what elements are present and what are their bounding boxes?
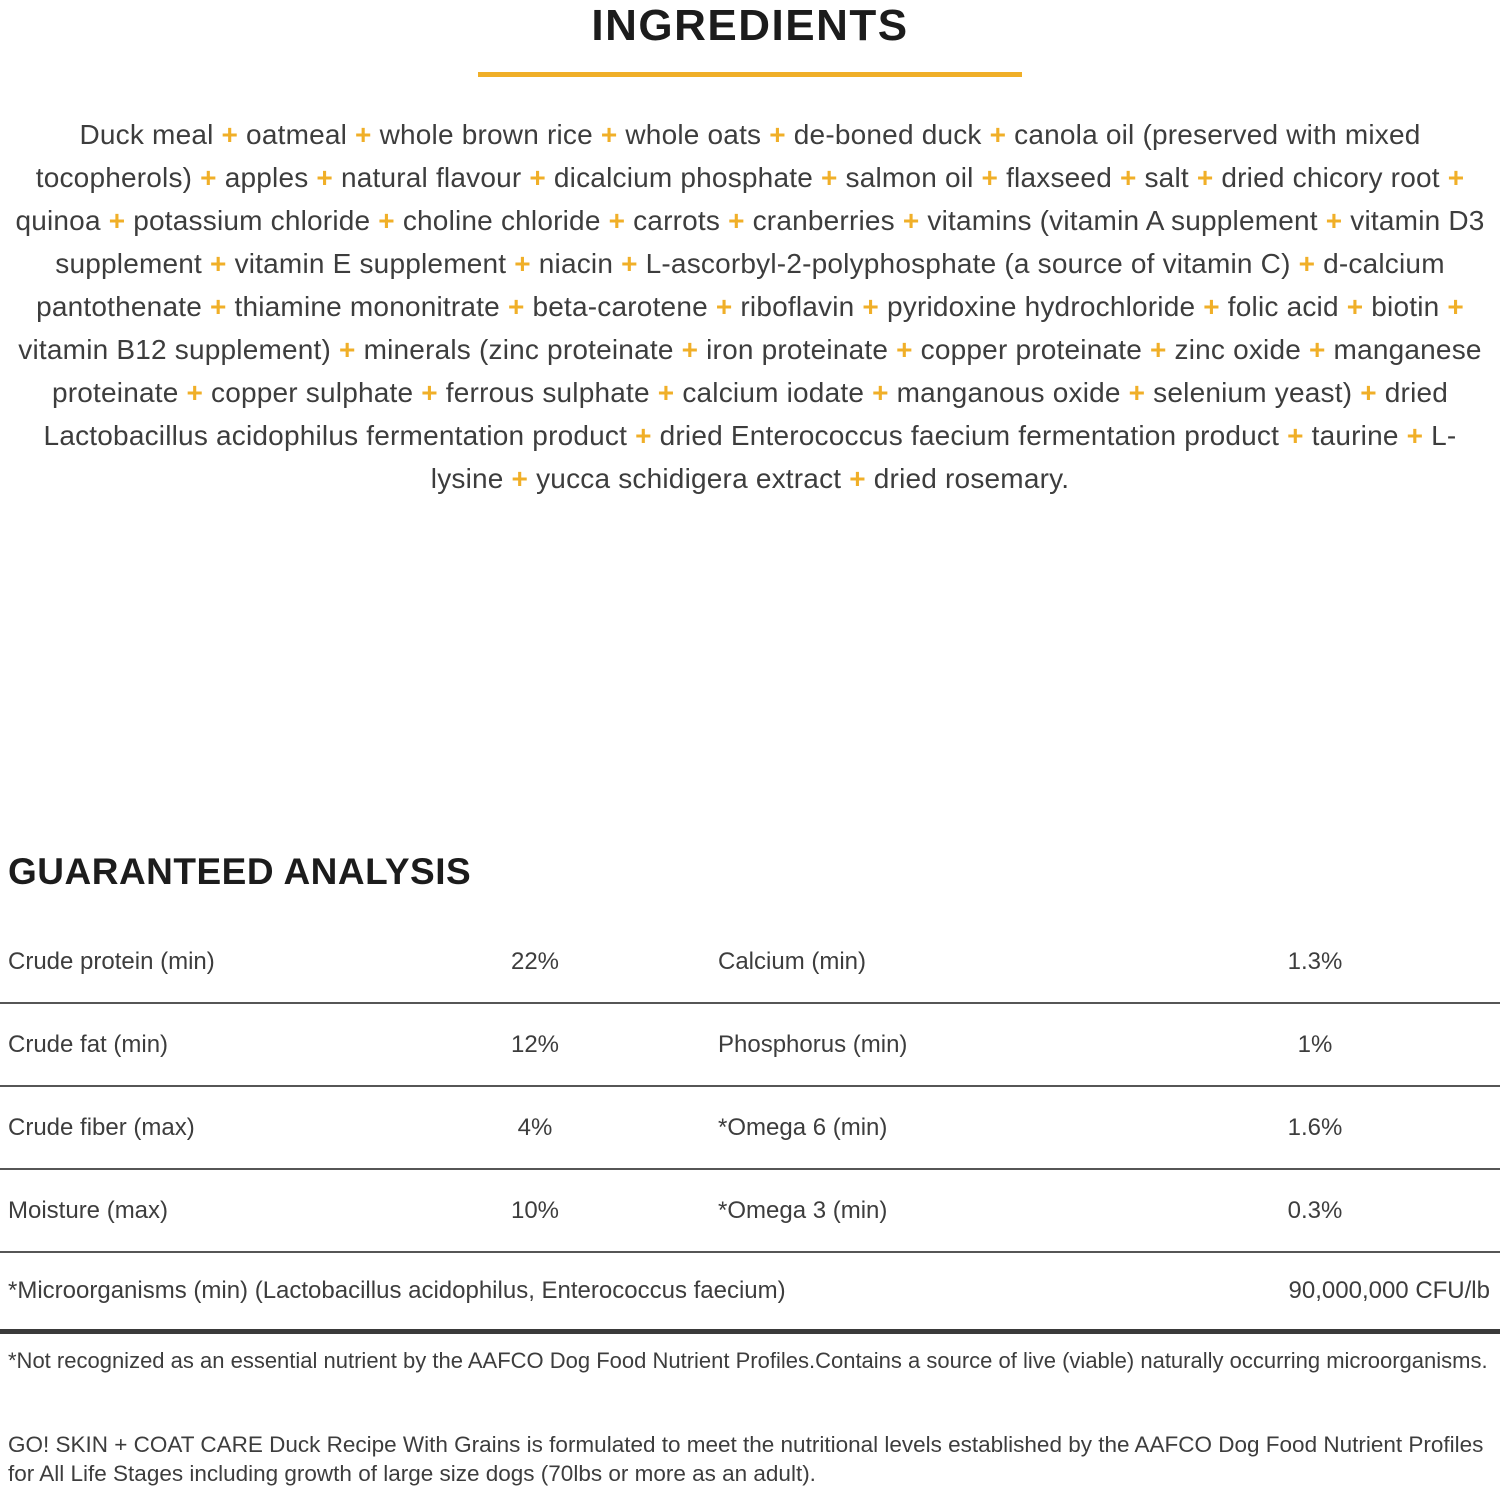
ingredient-item: taurine bbox=[1311, 420, 1399, 451]
ingredient-item: biotin bbox=[1371, 291, 1440, 322]
plus-separator: + bbox=[854, 291, 887, 322]
analysis-row-label: Moisture (max) bbox=[8, 1196, 169, 1224]
ingredient-item: beta-carotene bbox=[532, 291, 708, 322]
ingredient-item: yucca schidigera extract bbox=[536, 463, 842, 494]
ingredient-item: zinc oxide bbox=[1174, 334, 1302, 365]
ingredient-item: de-boned duck bbox=[793, 119, 982, 150]
plus-separator: + bbox=[600, 205, 634, 236]
analysis-row-value: 1.6% bbox=[1287, 1113, 1343, 1141]
plus-separator: + bbox=[1398, 420, 1432, 451]
ingredient-item: copper proteinate bbox=[920, 334, 1142, 365]
plus-separator: + bbox=[499, 291, 533, 322]
ingredient-item: folic acid bbox=[1227, 291, 1339, 322]
ingredient-item: minerals (zinc proteinate bbox=[363, 334, 674, 365]
plus-separator: + bbox=[331, 334, 364, 365]
ingredient-item: calcium iodate bbox=[682, 377, 865, 408]
analysis-row-value: 4% bbox=[517, 1113, 553, 1141]
ingredients-section bbox=[0, 0, 1500, 500]
ingredient-item: L-lysine bbox=[430, 420, 1457, 494]
formulation-statement: GO! SKIN + COAT CARE Duck Recipe With Grains is formulated to meet the nutritional levels established by the AAFCO Dog Food Nutrient Profiles for All Life Stages including growth of large size dogs (70lbs or more as an adult). bbox=[8, 1432, 1484, 1486]
plus-separator: + bbox=[627, 420, 660, 451]
plus-separator: + bbox=[1352, 377, 1385, 408]
ingredients-list bbox=[0, 113, 1500, 500]
plus-separator: + bbox=[888, 334, 921, 365]
analysis-row-value: 0.3% bbox=[1287, 1196, 1343, 1224]
ingredient-item: oatmeal bbox=[246, 119, 348, 150]
plus-separator: + bbox=[1188, 162, 1222, 193]
analysis-row bbox=[0, 1170, 1500, 1253]
ingredient-item: iron proteinate bbox=[706, 334, 889, 365]
microorganisms-row bbox=[0, 1253, 1500, 1329]
ingredient-item: salmon oil bbox=[845, 162, 974, 193]
ingredient-item: cranberries bbox=[752, 205, 895, 236]
analysis-row-label: Crude fat (min) bbox=[8, 1030, 169, 1058]
analysis-row-value: 12% bbox=[510, 1030, 560, 1058]
plus-separator: + bbox=[673, 334, 707, 365]
analysis-row-value: 10% bbox=[510, 1196, 560, 1224]
plus-separator: + bbox=[1111, 162, 1145, 193]
ingredient-item: quinoa bbox=[15, 205, 101, 236]
plus-separator: + bbox=[347, 119, 380, 150]
plus-separator: + bbox=[100, 205, 134, 236]
ingredient-item: thiamine mononitrate bbox=[234, 291, 500, 322]
plus-separator: + bbox=[761, 119, 794, 150]
ingredient-item: natural flavour bbox=[340, 162, 522, 193]
ingredient-item: vitamin E supplement bbox=[234, 248, 507, 279]
analysis-row-label: Calcium (min) bbox=[718, 947, 867, 975]
ingredient-item: dried Lactobacillus acidophilus fermentation product bbox=[43, 377, 1449, 451]
plus-separator: + bbox=[202, 248, 235, 279]
analysis-row-label: *Omega 3 (min) bbox=[718, 1196, 888, 1224]
ingredient-item: canola oil (preserved with mixed tocopherols) bbox=[35, 119, 1421, 193]
analysis-row-label: *Omega 6 (min) bbox=[718, 1113, 888, 1141]
ingredient-item: apples bbox=[224, 162, 309, 193]
section-bottom-divider bbox=[0, 1329, 1500, 1334]
plus-separator: + bbox=[973, 162, 1007, 193]
ingredient-item: selenium yeast) bbox=[1153, 377, 1353, 408]
aafco-footnote: *Not recognized as an essential nutrient by the AAFCO Dog Food Nutrient Profiles.Contains a source of live (viable) naturally occurring microorganisms. bbox=[8, 1348, 1488, 1373]
ingredients-title: INGREDIENTS bbox=[591, 1, 909, 50]
ingredient-item: dicalcium phosphate bbox=[553, 162, 813, 193]
plus-separator: + bbox=[192, 162, 225, 193]
analysis-row-value: 1% bbox=[1297, 1030, 1333, 1058]
plus-separator: + bbox=[178, 377, 212, 408]
analysis-row bbox=[0, 1087, 1500, 1170]
title-underline bbox=[478, 72, 1022, 77]
plus-separator: + bbox=[1439, 162, 1465, 193]
plus-separator: + bbox=[308, 162, 341, 193]
plus-separator: + bbox=[201, 291, 235, 322]
ingredient-item: dried rosemary. bbox=[873, 463, 1070, 494]
ingredient-item: L-ascorbyl-2-polyphosphate (a source of vitamin C) bbox=[645, 248, 1291, 279]
ingredient-item: choline chloride bbox=[402, 205, 601, 236]
plus-separator: + bbox=[707, 291, 741, 322]
plus-separator: + bbox=[720, 205, 753, 236]
microorganisms-value: 90,000,000 CFU/lb bbox=[1288, 1277, 1490, 1304]
ingredient-item: pyridoxine hydrochloride bbox=[886, 291, 1196, 322]
ingredient-item: ferrous sulphate bbox=[445, 377, 650, 408]
plus-separator: + bbox=[1317, 205, 1351, 236]
analysis-row-value: 1.3% bbox=[1287, 947, 1343, 975]
plus-separator: + bbox=[506, 248, 539, 279]
plus-separator: + bbox=[413, 377, 446, 408]
ingredient-item: whole oats bbox=[625, 119, 762, 150]
plus-separator: + bbox=[1279, 420, 1312, 451]
ingredient-item: carrots bbox=[633, 205, 721, 236]
ingredient-item: dried chicory root bbox=[1221, 162, 1440, 193]
ingredient-item: flaxseed bbox=[1006, 162, 1112, 193]
plus-separator: + bbox=[894, 205, 928, 236]
ingredient-item: Duck meal bbox=[79, 119, 214, 150]
analysis-row-label: Phosphorus (min) bbox=[718, 1030, 908, 1058]
plus-separator: + bbox=[1195, 291, 1228, 322]
ingredient-item: manganous oxide bbox=[896, 377, 1121, 408]
plus-separator: + bbox=[1439, 291, 1464, 322]
plus-separator: + bbox=[213, 119, 247, 150]
plus-separator: + bbox=[864, 377, 897, 408]
plus-separator: + bbox=[521, 162, 554, 193]
ingredient-item: salt bbox=[1144, 162, 1189, 193]
plus-separator: + bbox=[1120, 377, 1154, 408]
plus-separator: + bbox=[841, 463, 874, 494]
plus-separator: + bbox=[613, 248, 646, 279]
ingredient-item: vitamin B12 supplement) bbox=[18, 334, 332, 365]
ingredient-item: copper sulphate bbox=[211, 377, 414, 408]
ingredient-item: potassium chloride bbox=[133, 205, 371, 236]
analysis-row bbox=[0, 1004, 1500, 1087]
guaranteed-analysis-section bbox=[0, 852, 1500, 1488]
plus-separator: + bbox=[649, 377, 683, 408]
plus-separator: + bbox=[1338, 291, 1372, 322]
analysis-row-label: Crude protein (min) bbox=[8, 947, 215, 975]
plus-separator: + bbox=[1290, 248, 1324, 279]
ingredient-item: dried Enterococcus faecium fermentation product bbox=[659, 420, 1280, 451]
plus-separator: + bbox=[370, 205, 403, 236]
ingredient-item: vitamins (vitamin A supplement bbox=[927, 205, 1318, 236]
plus-separator: + bbox=[1301, 334, 1334, 365]
microorganisms-label: *Microorganisms (min) (Lactobacillus acidophilus, Enterococcus faecium) bbox=[8, 1277, 786, 1304]
plus-separator: + bbox=[503, 463, 537, 494]
analysis-row bbox=[0, 921, 1500, 1004]
plus-separator: + bbox=[812, 162, 846, 193]
ingredient-item: vitamin D3 supplement bbox=[55, 205, 1485, 279]
ingredient-item: riboflavin bbox=[740, 291, 855, 322]
plus-separator: + bbox=[981, 119, 1015, 150]
plus-separator: + bbox=[1142, 334, 1175, 365]
guaranteed-analysis-title: GUARANTEED ANALYSIS bbox=[8, 851, 472, 892]
ingredient-item: niacin bbox=[538, 248, 614, 279]
ingredient-item: whole brown rice bbox=[379, 119, 593, 150]
ingredient-item: d-calcium pantothenate bbox=[36, 248, 1445, 322]
guaranteed-analysis-table bbox=[0, 921, 1500, 1253]
ingredient-item: manganese proteinate bbox=[51, 334, 1482, 408]
analysis-row-value: 22% bbox=[510, 947, 560, 975]
analysis-row-label: Crude fiber (max) bbox=[8, 1113, 195, 1141]
plus-separator: + bbox=[592, 119, 626, 150]
